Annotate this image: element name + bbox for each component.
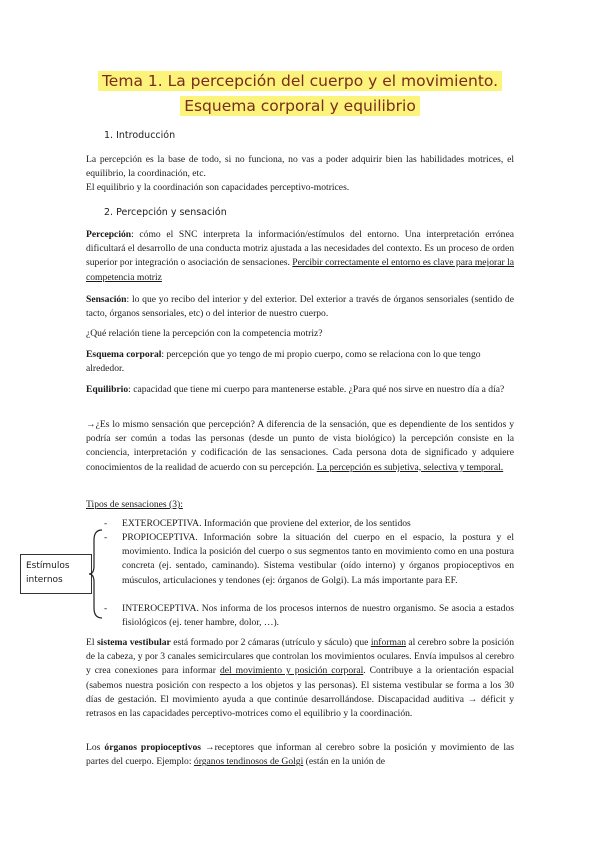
curly-brace-icon [88, 528, 104, 620]
estimulos-internos-box: Estímulos internos [20, 554, 92, 594]
esquema-paragraph: Esquema corporal: percepción que yo tengo de mi propio cuerpo, como se relaciona con lo que tengo alrededor. [86, 349, 481, 375]
list-bullet: - [104, 532, 108, 543]
section-heading-percepcion: 2. Percepción y sensación [104, 207, 227, 218]
section-heading-intro: 1. Introducción [104, 130, 176, 141]
list-item-propioceptiva: PROPIOCEPTIVA. Información sobre la situación del cuerpo en el espacio, la postura y el movimiento. Indica la posición del cuerpo o sus segmentos tanto en movimiento como en una postura concreta (ej. sentado, caminando). Sistema vestibular (oído interno) y órganos propioceptivos en músculos, articulaciones y tendones (ej: órganos de Golgi). La más importante para EF. [122, 532, 514, 586]
sensacion-vs-percepcion-paragraph: →¿Es lo mismo sensación que percepción? A diferencia de la sensación, que es dependiente de los sentidos y podría ser común a todas las personas (desde un punto de vista biológico) la percepción consiste en la conciencia, interpretación y codificación de las sensaciones. Cada persona dota de significado y adquiere conocimientos de la realidad de acuerdo con su percepción. La percepción es subjetiva, selectiva y temporal. [86, 419, 514, 473]
organos-propioceptivos-paragraph: Los órganos propioceptivos →receptores que informan al cerebro sobre la posición y movimiento de las partes del cuerpo. Ejemplo: órganos tendinosos de Golgi (están en la unión de [86, 742, 514, 768]
equilibrio-paragraph: Equilibrio: capacidad que tiene mi cuerpo para mantenerse estable. ¿Para qué nos sirve en nuestro día a día? [86, 384, 505, 395]
list-bullet: - [104, 603, 108, 614]
percepcion-paragraph: Percepción: cómo el SNC interpreta la información/estímulos del entorno. Una interpretación errónea dificultará el desarrollo de una conducta motriz ajustada a las necesidades del contexto. Es un proceso de orden superior por integración o asociación de sensaciones. Percibir correctamente el entorno es clave para mejorar la competencia motriz [86, 229, 514, 283]
list-item-exteroceptiva: EXTEROCEPTIVA. Información que proviene del exterior, de los sentidos [122, 518, 411, 529]
tipos-heading: Tipos de sensaciones (3): [86, 499, 183, 510]
title-line-1: Tema 1. La percepción del cuerpo y el movimiento. [0, 72, 600, 90]
question-paragraph: ¿Qué relación tiene la percepción con la competencia motriz? [86, 328, 323, 339]
title-line-2: Esquema corporal y equilibrio [0, 97, 600, 115]
list-item-interoceptiva: INTEROCEPTIVA. Nos informa de los procesos internos de nuestro organismo. Se asocia a estados fisiológicos (ej. tener hambre, dolor, …). [122, 603, 514, 629]
sistema-vestibular-paragraph: El sistema vestibular está formado por 2 cámaras (utrículo y sáculo) que informan al cerebro sobre la posición de la cabeza, y por 3 canales semicirculares que controlan los movimientos oculares. Envía impulsos al cerebro y crea conexiones para informar del movimiento y posición corporal. Contribuye a la orientación espacial (sabemos nuestra posición con respecto a los objetos y las personas). El sistema vestibular se forma a los 30 días de gestación. El movimiento ayuda a que continúe desarrollándose. Discapacidad auditiva → déficit y retrasos en las capacidades perceptivo-motrices como el equilibrio y la coordinación. [86, 637, 514, 720]
sensacion-paragraph: Sensación: lo que yo recibo del interior y del exterior. Del exterior a través de órganos sensoriales (sentido de tacto, órganos sensoriales, etc) o del interior de nuestro cuerpo. [86, 294, 514, 320]
intro-paragraph: La percepción es la base de todo, si no funciona, no vas a poder adquirir bien las habilidades motrices, el equilibrio, la coordinación, etc. El equilibrio y la coordinación son capacidades perceptivo-motrices. [86, 154, 514, 194]
list-bullet: - [104, 518, 108, 529]
